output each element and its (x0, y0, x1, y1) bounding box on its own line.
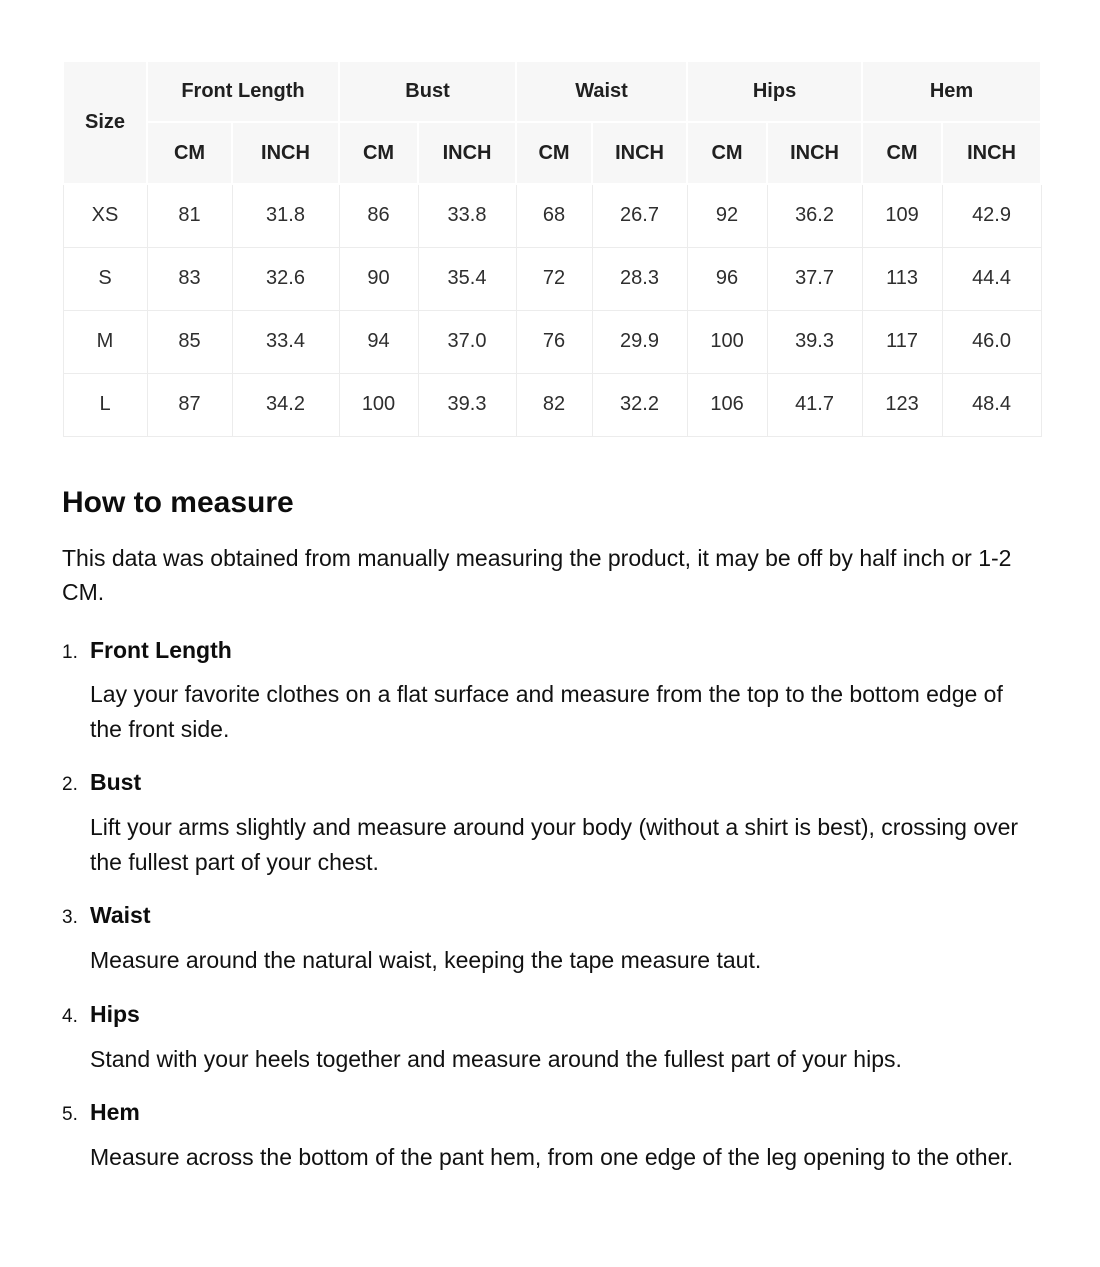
table-cell: 32.2 (592, 373, 687, 436)
table-cell: 39.3 (418, 373, 516, 436)
measure-step-hips (62, 1000, 1040, 1076)
step-title: Front Length (90, 636, 232, 663)
step-description: Measure around the natural waist, keeping the tape measure taut. (90, 947, 762, 974)
step-description: Lift your arms slightly and measure around your body (without a shirt is best), crossing over the fullest part of your chest. (90, 814, 1019, 875)
table-cell: 76 (516, 310, 592, 373)
unit-header-inch: INCH (418, 122, 516, 184)
table-cell: 109 (862, 184, 942, 247)
unit-header-cm: CM (862, 122, 942, 184)
size-cell: XS (63, 184, 147, 247)
unit-header-row (63, 122, 1041, 184)
step-title: Hem (90, 1099, 140, 1126)
table-row-s (63, 247, 1041, 310)
table-cell: 33.4 (232, 310, 339, 373)
step-number: 2. (62, 774, 78, 796)
column-header-waist: Waist (516, 61, 687, 122)
step-number: 4. (62, 1005, 78, 1027)
table-cell: 41.7 (767, 373, 862, 436)
table-cell: 83 (147, 247, 232, 310)
table-cell: 44.4 (942, 247, 1041, 310)
measure-step-hem (62, 1098, 1040, 1174)
table-cell: 48.4 (942, 373, 1041, 436)
table-cell: 100 (687, 310, 767, 373)
table-cell: 68 (516, 184, 592, 247)
step-title: Hips (90, 1000, 140, 1027)
table-cell: 33.8 (418, 184, 516, 247)
table-cell: 81 (147, 184, 232, 247)
table-cell: 82 (516, 373, 592, 436)
table-cell: 37.7 (767, 247, 862, 310)
column-header-size: Size (63, 61, 147, 184)
table-cell: 90 (339, 247, 418, 310)
unit-header-inch: INCH (942, 122, 1041, 184)
table-cell: 42.9 (942, 184, 1041, 247)
table-row-xs (63, 184, 1041, 247)
size-cell: L (63, 373, 147, 436)
step-description: Lay your favorite clothes on a flat surface and measure from the top to the bottom edge of the front side. (90, 681, 1003, 742)
size-cell: S (63, 247, 147, 310)
step-description: Stand with your heels together and measure around the fullest part of your hips. (90, 1045, 902, 1072)
table-cell: 92 (687, 184, 767, 247)
table-cell: 31.8 (232, 184, 339, 247)
unit-header-inch: INCH (592, 122, 687, 184)
step-title: Bust (90, 769, 142, 796)
step-number: 1. (62, 641, 78, 663)
table-row-l (63, 373, 1041, 436)
size-cell: M (63, 310, 147, 373)
table-cell: 72 (516, 247, 592, 310)
unit-header-cm: CM (516, 122, 592, 184)
table-cell: 117 (862, 310, 942, 373)
how-to-measure-heading: How to measure (62, 485, 294, 519)
group-header-row (63, 61, 1041, 122)
table-cell: 28.3 (592, 247, 687, 310)
table-cell: 29.9 (592, 310, 687, 373)
table-cell: 37.0 (418, 310, 516, 373)
table-cell: 46.0 (942, 310, 1041, 373)
unit-header-cm: CM (339, 122, 418, 184)
table-cell: 36.2 (767, 184, 862, 247)
table-cell: 34.2 (232, 373, 339, 436)
column-header-bust: Bust (339, 61, 516, 122)
measure-steps-list (62, 636, 1040, 1175)
table-cell: 85 (147, 310, 232, 373)
column-header-hips: Hips (687, 61, 862, 122)
table-cell: 94 (339, 310, 418, 373)
measure-step-waist (62, 901, 1040, 977)
measure-step-front-length (62, 636, 1040, 747)
step-number: 5. (62, 1104, 78, 1126)
unit-header-inch: INCH (232, 122, 339, 184)
table-row-m (63, 310, 1041, 373)
size-chart-table (62, 60, 1042, 437)
table-cell: 123 (862, 373, 942, 436)
table-cell: 39.3 (767, 310, 862, 373)
table-cell: 113 (862, 247, 942, 310)
table-cell: 87 (147, 373, 232, 436)
table-cell: 106 (687, 373, 767, 436)
step-number: 3. (62, 907, 78, 929)
table-cell: 100 (339, 373, 418, 436)
step-description: Measure across the bottom of the pant hem, from one edge of the leg opening to the other. (90, 1143, 1014, 1170)
table-cell: 26.7 (592, 184, 687, 247)
column-header-front-length: Front Length (147, 61, 339, 122)
unit-header-inch: INCH (767, 122, 862, 184)
how-to-measure-section (62, 485, 1040, 1175)
unit-header-cm: CM (687, 122, 767, 184)
column-header-hem: Hem (862, 61, 1041, 122)
measure-intro-paragraph: This data was obtained from manually measuring the product, it may be off by half inch or 1-2 CM. (62, 544, 1012, 605)
step-title: Waist (90, 902, 151, 929)
table-cell: 86 (339, 184, 418, 247)
measure-step-bust (62, 768, 1040, 879)
table-cell: 96 (687, 247, 767, 310)
table-cell: 32.6 (232, 247, 339, 310)
unit-header-cm: CM (147, 122, 232, 184)
table-cell: 35.4 (418, 247, 516, 310)
